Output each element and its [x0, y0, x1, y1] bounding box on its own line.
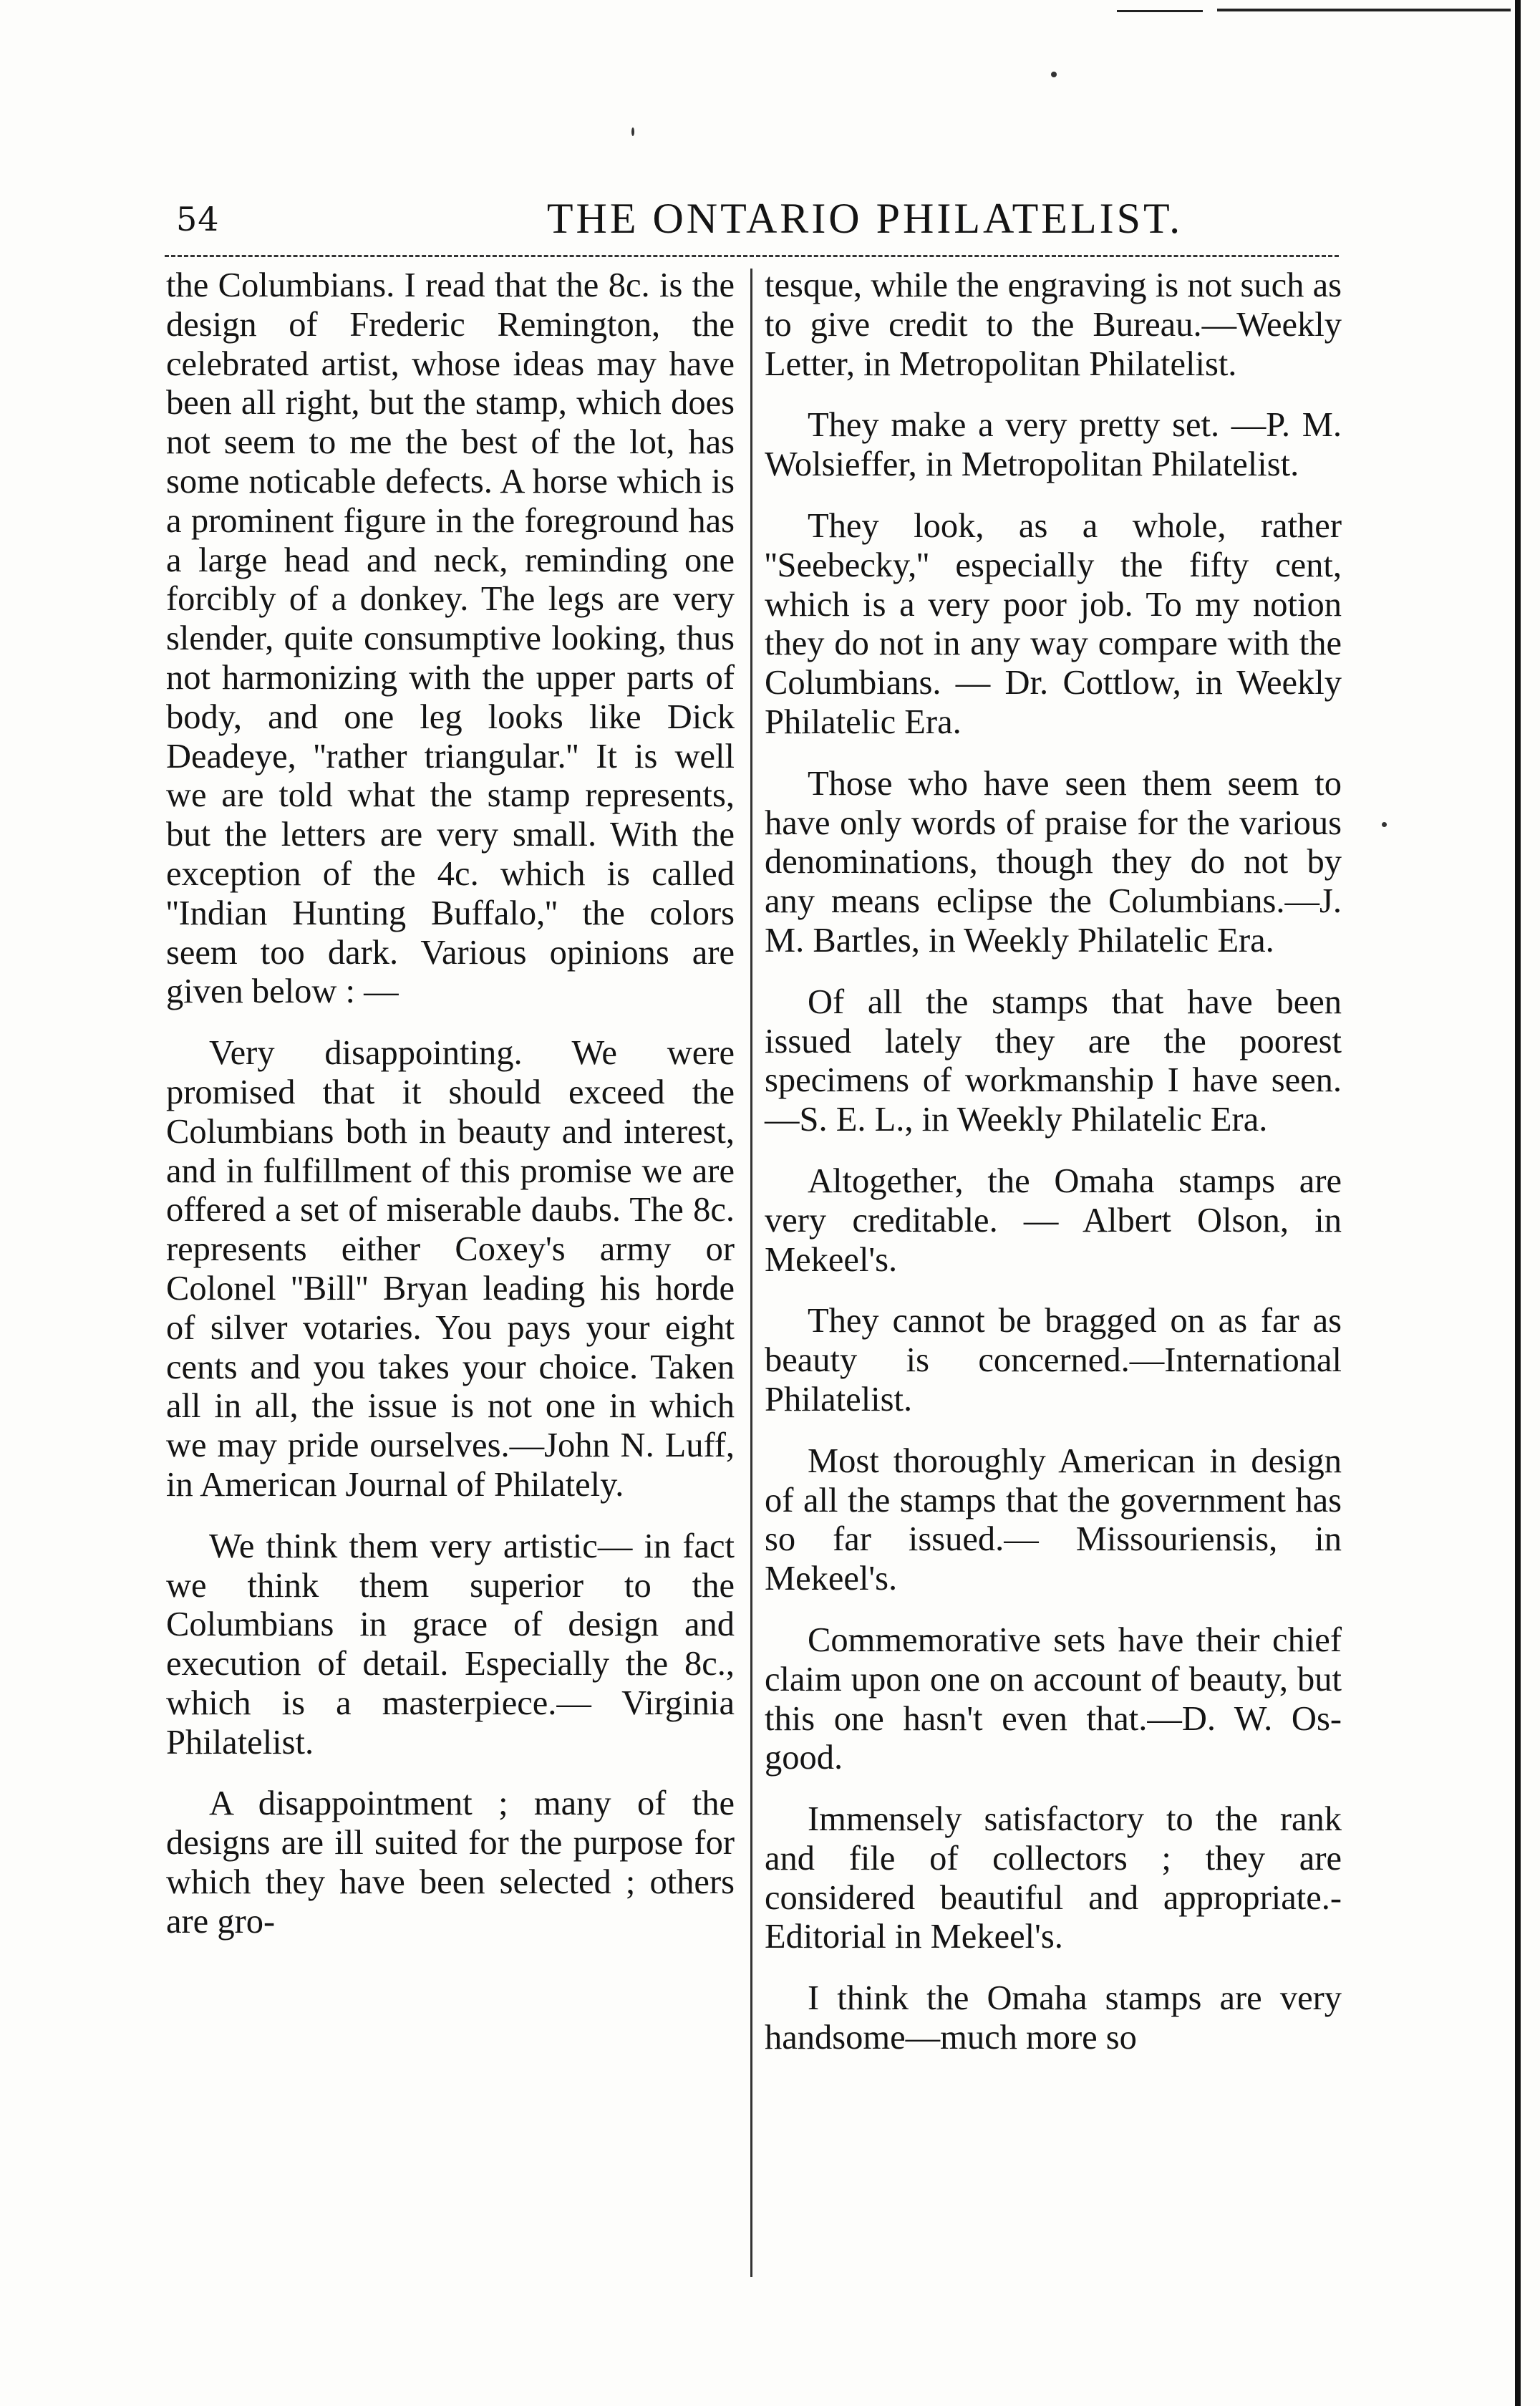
- page-edge-shadow: [1515, 0, 1521, 2406]
- paragraph: tesque, while the engraving is not such as to give credit to the Bureau.—Weekly Letter, in Metropolitan Philatelist.: [765, 266, 1342, 383]
- paragraph: They make a very pretty set. —P. M. Wolsieffer, in Metropolitan Philatelist.: [765, 406, 1342, 484]
- header-rule: [165, 255, 1339, 257]
- paragraph: Those who have seen them seem to have only words of praise for the various denominations, though they do not by any means eclipse the Columbians.—J. M. Bartles, in Weekly Philatelic Era.: [765, 764, 1342, 960]
- paragraph: A disappointment ; many of the designs are ill suited for the purpose for which they have been selected ; others are gro-: [166, 1784, 735, 1941]
- right-column: [765, 266, 1342, 2080]
- paragraph: the Columbians. I read that the 8c. is the design of Frederic Remington, the celebrated artist, whose ideas may have been all right, but the stamp, which does not seem to me the best of the lot, has some noticable defects. A horse which is a prominent figure in the foreground has a large head and neck, reminding one forcibly of a donkey. The legs are very slender, quite consumptive looking, thus not harmonizing with the upper parts of body, and one leg looks like Dick Deadeye, ''rather triangular.'' It is well we are told what the stamp represents, but the letters are very small. With the exception of the 4c. which is called ''Indian Hunting Buffalo,'' the colors seem too dark. Various opinions are given below : —: [166, 266, 735, 1011]
- paragraph: I think the Omaha stamps are very handsome—much more so: [765, 1979, 1342, 2057]
- top-rule-long: [1217, 9, 1511, 11]
- paragraph: Commemorative sets have their chief claim upon one on account of beauty, but this one hasn't even that.—D. W. Osgood.: [765, 1620, 1342, 1777]
- paragraph: Immensely satisfactory to the rank and file of collectors ; they are considered beautiful and appropriate.-Editorial in Mekeel's.: [765, 1800, 1342, 1956]
- left-column: [166, 266, 735, 1964]
- paragraph: Very disappointing. We were promised that it should exceed the Columbians both in beauty and interest, and in fulfillment of this promise we are offered a set of miserable daubs. The 8c. represents either Coxey's army or Colonel ''Bill'' Bryan leading his horde of silver votaries. You pays your eight cents and you takes your choice. Taken all in all, the issue is not one in which we may pride ourselves.—John N. Luff, in American Journal of Philately.: [166, 1034, 735, 1504]
- scan-speck: [631, 127, 634, 136]
- paragraph: They look, as a whole, rather ''Seebecky,'' especially the fifty cent, which is a very poor job. To my notion they do not in any way compare with the Columbians. — Dr. Cottlow, in Weekly Philatelic Era.: [765, 506, 1342, 741]
- paragraph: Most thoroughly American in design of all the stamps that the government has so far issued.— Missouriensis, in Mekeel's.: [765, 1441, 1342, 1598]
- paragraph: Of all the stamps that have been issued lately they are the poorest specimens of workmanship I have seen.—S. E. L., in Weekly Philatelic Era.: [765, 982, 1342, 1139]
- page-title: THE ONTARIO PHILATELIST.: [546, 195, 1183, 242]
- paragraph: Altogether, the Omaha stamps are very creditable. — Albert Olson, in Mekeel's.: [765, 1161, 1342, 1279]
- scan-speck: [1051, 72, 1057, 77]
- page-number: 54: [176, 200, 220, 238]
- column-divider: [750, 269, 752, 2277]
- top-rule-short: [1117, 10, 1203, 12]
- paragraph: They cannot be bragged on as far as beauty is concerned.—International Philatelist.: [765, 1302, 1342, 1419]
- paragraph: We think them very artistic— in fact we think them superior to the Columbians in grace of design and execution of detail. Especially the 8c., which is a masterpiece.— Virginia Philatelist.: [166, 1527, 735, 1762]
- scan-speck: [1382, 822, 1387, 827]
